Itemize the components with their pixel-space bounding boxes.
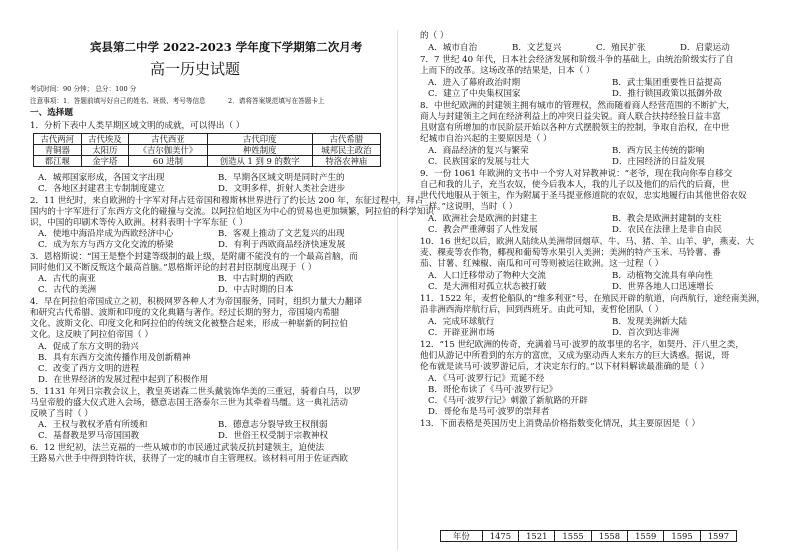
- right-line: C．殖民扩张: [596, 43, 646, 53]
- left-line: B．客观上推动了文艺复兴的出现: [218, 229, 345, 239]
- right-line: 11．1522 年，麦哲伦船队的“维多利亚”号，在殖民开辟的航道，向西航行，途经南美洲，: [420, 294, 766, 304]
- left-line: A．使地中海沿岸成为西欧经济中心: [38, 229, 174, 239]
- left-line: D．文明多样，折射人类社会进步: [218, 184, 346, 194]
- right-line: D．首次到达非洲: [612, 328, 680, 338]
- civ-table-cell: 《吉尔伽美什》: [129, 145, 208, 156]
- right-line: 13．下面表格是英国历史上消费品价格指数变化情况，其主要原因是（ ）: [420, 419, 701, 429]
- left-line: 马皇帝般的盛大仪式进入会场，德意志国王洛泰尔三世为其牵着马缰。这一典礼活动: [30, 398, 348, 408]
- right-line: 8．中世纪欧洲的封建领主拥有城市的管理权，然而随着商人经营范围的不断扩大，: [420, 101, 735, 111]
- price-table: [440, 530, 737, 542]
- section-title: 一、选择题: [30, 108, 73, 118]
- left-line: 3．恩格斯说：“国王是整个封建等级制的最上级，是附庸不能没有的一个最高首脑，而: [30, 252, 358, 262]
- left-line: 4．早在阿拉伯帝国成立之初，积极网罗各种人才为帝国服务，同时，组织力量大力翻译: [30, 297, 363, 307]
- civilization-table: [33, 133, 381, 167]
- price-table-year: 1559: [628, 531, 664, 542]
- right-line: D．农民在法律上是非自由民: [612, 225, 723, 235]
- right-line: C．是大洲相对孤立状态被打破: [428, 282, 547, 292]
- right-line: D．哥伦布是马可·波罗的崇拜者: [428, 407, 550, 417]
- exam-title: 宾县第二中学 2022-2023 学年度下学期第二次月考: [90, 40, 363, 54]
- left-line: D．有利于西欧商品经济快速发展: [218, 240, 346, 250]
- right-line: 沿非洲西海岸航行后，回到西班牙。由此可知，麦哲伦团队（ ）: [420, 305, 664, 315]
- left-line: A．城邦国家形成，各国文字出现: [38, 173, 165, 183]
- right-line: B．西方民主传统的影响: [612, 146, 705, 156]
- right-line: C．建立了中央集权国家: [428, 89, 521, 99]
- right-line: 伦布就是读马可·波罗游记后，才决定东行的。”以下材料解读最准确的是（ ）: [420, 362, 710, 372]
- notice-2: 2．请将答案规范填写在答题卡上: [228, 97, 325, 105]
- right-line: D．庄园经济的日益发展: [612, 157, 705, 167]
- civ-table-cell: 60 进制: [129, 156, 208, 167]
- right-line: B．教会是欧洲封建制的支柱: [612, 214, 722, 224]
- right-line: D．世界各地人口迅速增长: [612, 282, 714, 292]
- civ-table-cell: 创造从 1 到 9 的数字: [207, 156, 312, 167]
- right-line: C．《马可·波罗行记》刺激了新航路的开辟: [428, 396, 588, 406]
- right-line: 7．7 世纪 40 年代，日本社会经济发展和阶级斗争的基础上，由统治阶级实行了自: [420, 55, 734, 65]
- right-line: C．教会严重薄弱了人性发展: [428, 225, 538, 235]
- right-line: B．发现美洲新大陆: [612, 317, 688, 327]
- left-line: A．王权与教权矛盾有所缓和: [38, 420, 148, 430]
- right-line: B．哥伦布读了《马可·波罗行记》: [428, 385, 558, 395]
- left-line: B．中古时期的西欧: [218, 274, 294, 284]
- right-line: 一样。”这说明，当时（ ）: [420, 202, 518, 212]
- right-line: 麦、稞麦等农作物，椰视和葡萄等水果引入美洲；美洲的特产玉米、马铃薯、番: [420, 248, 721, 258]
- right-line: A．欧洲社会是欧洲的封建主: [428, 214, 538, 224]
- right-line: 商人与封建领主之间在经济利益上的冲突日益尖锐。商人联合扶持经验日益丰富: [420, 112, 721, 122]
- left-line: 同时他们又不断反叛这个最高首脑。”恩格斯评论的封君封臣制度出现于（ ）: [30, 263, 317, 273]
- left-line: C．各地区封建君主专制制度建立: [38, 184, 165, 194]
- exam-subtitle: 高一历史试题: [150, 60, 241, 78]
- price-table-year: 1595: [664, 531, 700, 542]
- civ-table-cell: 特洛农神庙: [312, 156, 380, 167]
- right-line: B．武士集团重要性日益提高: [612, 78, 722, 88]
- right-line: A．人口迁移带动了物种大交流: [428, 271, 546, 281]
- right-line: 的（ ）: [420, 31, 449, 41]
- right-line: 世代代地服从于领主，作为附属于圣马提亚修道院的农奴，忠实地履行由其他世俗农奴: [420, 191, 747, 201]
- left-line: 识，中国的印刷术等传入欧洲。材料表明十字军东征（ ）: [30, 218, 248, 228]
- right-line: A．《马可·波罗行记》荒诞不经: [428, 374, 545, 384]
- right-line: A．商品经济的复兴与繁荣: [428, 146, 529, 156]
- notice-1: 注意事项：1．答题前填写好自己的姓名、班级、考号等信息: [30, 97, 206, 105]
- right-line: 纪城市自治兴起的主要原因是（ ）: [420, 134, 552, 144]
- left-line: C．改变了西方文明的进程: [38, 364, 140, 374]
- price-table-year: 1475: [482, 531, 518, 542]
- civ-table-header-cell: 古代两河: [34, 134, 82, 145]
- left-line: C．成为东方与西方文化交流的桥梁: [38, 240, 174, 250]
- civ-table-header-cell: 古代埃及: [81, 134, 129, 145]
- right-line: B．动植物交流具有单向性: [612, 271, 713, 281]
- right-line: C．民族国家的发展与壮大: [428, 157, 530, 167]
- right-line: C．开辟亚洲市场: [428, 328, 495, 338]
- right-line: B．文艺复兴: [512, 43, 562, 53]
- left-line: 文化。这反映了阿拉伯帝国（ ）: [30, 330, 154, 340]
- exam-info: 考试时间：90 分钟； 总分：100 分: [30, 85, 137, 93]
- left-line: 王路易六世手中得到特许状，获得了一定的城市自主管理权。该材料可用于佐证西欧: [30, 454, 348, 464]
- left-line: 2．11 世纪时，来自欧洲的十字军对拜占廷帝国和穆斯林世界进行了约长达 200 年，东征过程中，拜占: [30, 196, 424, 206]
- right-line: 10．16 世纪以后，欧洲人陆续从美洲带回烟草、牛、马、猪、羊、山羊、驴，燕麦、大: [420, 237, 754, 247]
- right-line: 自己和我的儿子，充当农奴，使今后我本人，我的儿子以及他们的后代的后裔，世: [420, 180, 730, 190]
- right-line: 茄、甘薯、红辣椒、南瓜和可可等则被运往欧洲。这一过程（ ）: [420, 259, 664, 269]
- price-table-label: 年份: [441, 531, 483, 542]
- right-line: 且财富有所增加的市民阶层开始以各种方式摆脱领主的控制，争取自治权，在中世: [420, 123, 730, 133]
- left-line: B．德意志分裂导致王权削弱: [218, 420, 328, 430]
- civ-table-header-cell: 古代印度: [207, 134, 312, 145]
- left-line: C．基督教是罗马帝国国教: [38, 431, 140, 441]
- left-line: D．世俗王权受制于宗教神权: [218, 431, 329, 441]
- civ-table-cell: 种姓制度: [207, 145, 312, 156]
- left-line: 和研究古代希腊、波斯和印度的文化典籍与著作。经过长期的努力，帝国境内希腊: [30, 308, 340, 318]
- right-line: 12．“15 世纪欧洲的传奇，充满着马可·波罗的故事里的名字，如契丹、汗八里之类，: [420, 340, 744, 350]
- right-line: 他们从游记中所看到的东方的富庶，又成为驱动西人来东方的巨大诱惑。据说，哥: [420, 351, 730, 361]
- civ-table-cell: 都江堰: [34, 156, 82, 167]
- price-table-year: 1521: [519, 531, 555, 542]
- right-line: A．进入了幕府政治时期: [428, 78, 521, 88]
- left-line: D．中古时期的日本: [218, 285, 294, 295]
- left-line: 反映了当时（ ）: [30, 409, 93, 419]
- right-line: 上而下的改革。这场改革的结果是，日本（ ）: [420, 66, 595, 76]
- price-table-year: 1558: [591, 531, 627, 542]
- civ-table-header-cell: 古代希腊: [312, 134, 380, 145]
- civ-table-cell: 金字塔: [81, 156, 129, 167]
- right-line: D．启蒙运动: [680, 43, 730, 53]
- left-line: A．促成了东方文明的勃兴: [38, 342, 139, 352]
- left-line: 5．1131 年列日宗教会议上，教皇英诺森二世头戴装饰华美的三重冠，骑着白马，以罗: [30, 387, 361, 397]
- left-line: A．古代的南亚: [38, 274, 96, 284]
- left-line: 国内的十字军进行了东西方文化的碰撞与交流。以阿拉伯地区为中心的贸易也更加频繁，阿拉伯的科学知识: [30, 207, 434, 217]
- right-line: A．完成环球航行: [428, 317, 495, 327]
- left-line: D．在世界经济的发展过程中起到了积极作用: [38, 375, 209, 385]
- left-line: C．古代的美洲: [38, 285, 97, 295]
- price-table-year: 1555: [555, 531, 591, 542]
- civ-table-cell: 太阳历: [81, 145, 129, 156]
- left-line: B．具有东西方交流传播作用及创新精神: [38, 353, 191, 363]
- civ-table-cell: 城邦民主政治: [312, 145, 380, 156]
- right-line: A．城市自治: [428, 43, 478, 53]
- left-line: 文化、波斯文化、印度文化和阿拉伯的传统文化被整合起来，形成一种崭新的阿拉伯: [30, 319, 348, 329]
- right-line: D．推行锁国政策以抵御外敌: [612, 89, 723, 99]
- left-line: B．早期各区域文明是同时产生的: [218, 173, 345, 183]
- left-line: 1．分析下表中人类早期区域文明的成就，可以得出（ ）: [30, 121, 245, 131]
- civ-table-cell: 青铜器: [34, 145, 82, 156]
- right-line: 9．一份 1061 年欧洲的文书中一个穷人对异教神说：“老爷，现在我向你奉自移交: [420, 169, 733, 179]
- price-table-year: 1597: [700, 531, 736, 542]
- column-divider: [397, 30, 398, 550]
- left-line: 6．12 世纪初，法兰克福的一些从城市的市民通过武装反抗封建领主，迫使法: [30, 443, 325, 453]
- civ-table-header-cell: 古代西亚: [129, 134, 208, 145]
